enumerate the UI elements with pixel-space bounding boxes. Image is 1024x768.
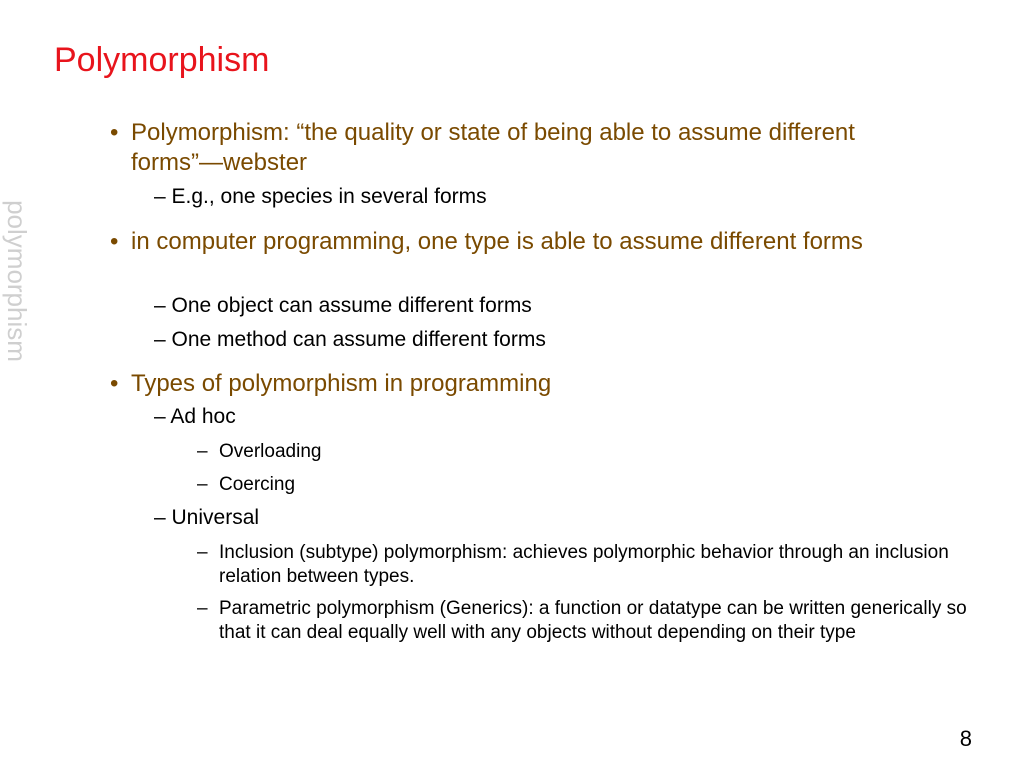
side-label-text: polymorphism [2,199,33,362]
side-label [0,178,34,383]
dash-icon: – [154,185,172,208]
sub-bullet-item [154,184,954,210]
bullet-icon: • [110,228,119,255]
sub-bullet-text: One object can assume different forms [171,294,532,317]
bullet-text: Types of polymorphism in programming [131,370,552,397]
bullet-icon: • [110,370,119,397]
sub-sub-bullet-text: Overloading [219,441,322,462]
dash-icon: – [154,328,172,351]
sub-bullet-text: Ad hoc [170,405,236,428]
sub-bullet-item [154,505,954,531]
sub-bullet-text: Universal [171,506,260,529]
dash-icon: – [197,441,208,462]
sub-sub-bullet-text: Coercing [219,474,296,495]
sub-bullet-text: One method can assume different forms [171,328,546,351]
bullet-text: Polymorphism: “the quality or state of being able to assume different forms”—webster [131,119,855,176]
page-number: 8 [959,726,972,751]
dash-icon: – [154,294,172,317]
bullet-icon: • [110,119,119,146]
dash-icon: – [154,506,172,529]
slide-title: Polymorphism [54,41,270,79]
dash-icon: – [154,405,171,428]
sub-sub-bullet-text: Inclusion (subtype) polymorphism: achieves polymorphic behavior through an inclusion relation between types. [219,542,949,587]
dash-icon: – [197,474,208,495]
sub-bullet-item [154,327,954,353]
dash-icon: – [197,542,208,563]
sub-bullet-item [154,404,954,430]
sub-bullet-item [154,293,954,319]
sub-sub-bullet-text: Parametric polymorphism (Generics): a function or datatype can be written generically so that it can deal equally well with any objects without depending on their type [219,598,967,643]
sub-bullet-text: E.g., one species in several forms [171,185,487,208]
dash-icon: – [197,598,208,619]
bullet-text: in computer programming, one type is able to assume different forms [131,228,863,255]
